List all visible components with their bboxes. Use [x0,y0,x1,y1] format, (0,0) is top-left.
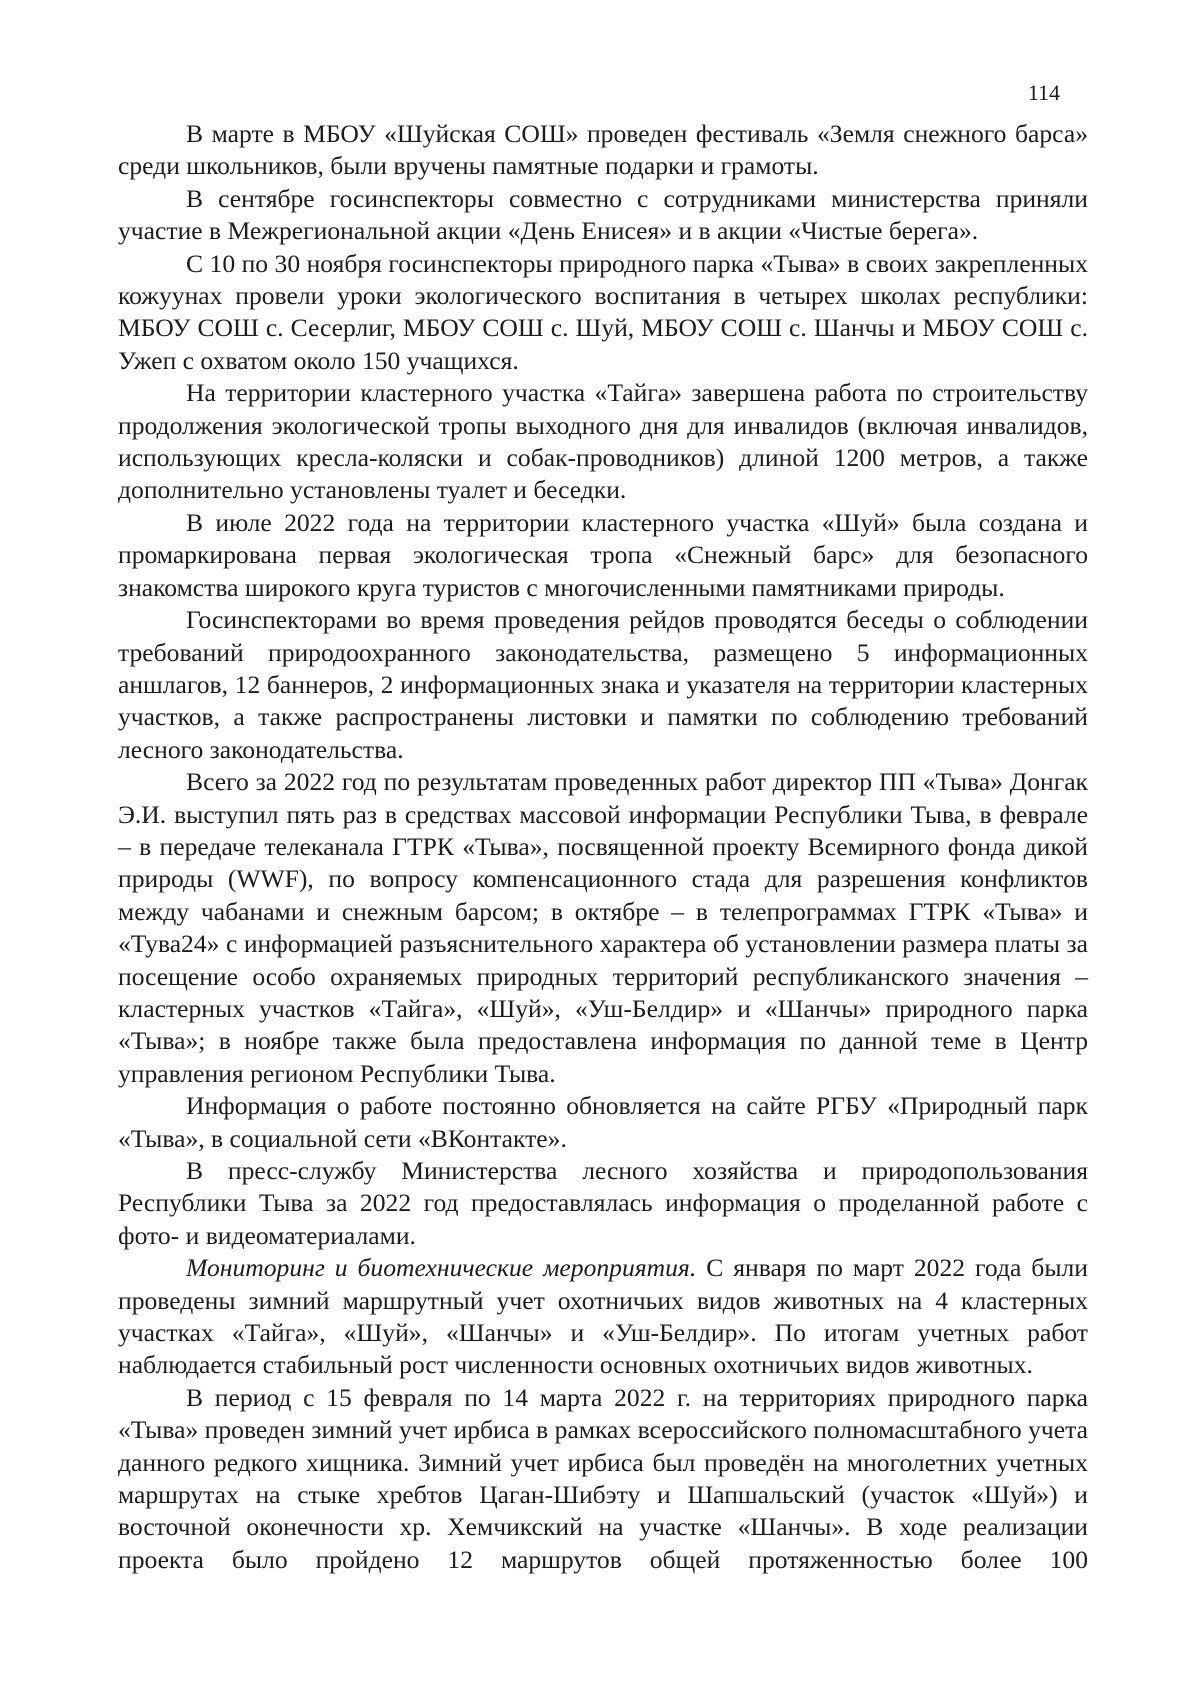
paragraph: С 10 по 30 ноября госинспекторы природного парка «Тыва» в своих закрепленных кожуунах провели уроки экологического воспитания в четырех школах республики: МБОУ СОШ с. Сесерлиг, МБОУ СОШ с. Шуй, МБОУ СОШ с. Шанчы и МБОУ СОШ с. Ужеп с охватом около 150 учащихся. [118,248,1088,375]
paragraph: В период с 15 февраля по 14 марта 2022 г. на территориях природного парка «Тыва» проведен зимний учет ирбиса в рамках всероссийского полномасштабного учета данного редкого хищника. Зимний учет ирбиса был проведён на многолетних учетных маршрутах на стыке хребтов Цаган-Шибэту и Шапшальский (участок «Шуй») и восточной оконечности хр. Хемчикский на участке «Шанчы». В ходе реализации проекта было пройдено 12 маршрутов общей протяженностью более 100 [118,1382,1088,1574]
paragraph: В сентябре госинспекторы совместно с сотрудниками министерства приняли участие в Межрегиональной акции «День Енисея» и в акции «Чистые берега». [118,183,1088,246]
paragraph: Госинспекторами во время проведения рейдов проводятся беседы о соблюдении требований природоохранного законодательства, размещено 5 информационных аншлагов, 12 баннеров, 2 информационных знака и указателя на территории кластерных участков, а также распространены листовки и памятки по соблюдению требований лесного законодательства. [118,605,1088,764]
paragraph: В пресс-службу Министерства лесного хозяйства и природопользования Республики Тыва за 2022 год предоставлялась информация о проделанной работе с фото- и видеоматериалами. [118,1156,1088,1250]
page-number: 114 [1027,80,1060,105]
paragraph: В июле 2022 года на территории кластерного участка «Шуй» была создана и промаркирована первая экологическая тропа «Снежный барс» для безопасного знакомства широкого круга туристов с многочисленными памятниками природы. [118,507,1088,602]
section-lead-italic: Мониторинг и биотехнические мероприятия. [186,1253,697,1283]
paragraph: В марте в МБОУ «Шуйская СОШ» проведен фестиваль «Земля снежного барса» среди школьников, были вручены памятные подарки и грамоты. [118,119,1088,181]
paragraph: Всего за 2022 год по результатам проведенных работ директор ПП «Тыва» Донгак Э.И. выступил пять раз в средствах массовой информации Республики Тыва, в феврале – в передаче телеканала ГТРК «Тыва», посвященной проекту Всемирного фонда дикой природы (WWF), по вопросу компенсационного стада для разрешения конфликтов между чабанами и снежным барсом; в октябре – в телепрограммах ГТРК «Тыва» и «Тува24» с информацией разъяснительного характера об установлении размера платы за посещение особо охраняемых природных территорий республиканского значения – кластерных участков «Тайга», «Шуй», «Уш-Белдир» и «Шанчы» природного парка «Тыва»; в ноябре также была предоставлена информация по данной теме в Центр управления регионом Республики Тыва. [118,767,1088,1088]
paragraph: Информация о работе постоянно обновляется на сайте РГБУ «Природный парк «Тыва», в социальной сети «ВКонтакте». [118,1091,1088,1153]
document-body [118,118,1088,1576]
paragraph-text: С января по март 2022 года были проведены зимний маршрутный учет охотничьих видов животных на 4 кластерных участках «Тайга», «Шуй», «Шанчы» и «Уш-Белдир». По итогам учетных работ наблюдается стабильный рост численности основных охотничьих видов животных. [118,1253,1088,1380]
paragraph-monitoring [118,1252,1088,1382]
paragraph: На территории кластерного участка «Тайга» завершена работа по строительству продолжения экологической тропы выходного дня для инвалидов (включая инвалидов, использующих кресла-коляски и собак-проводников) длиной 1200 метров, а также дополнительно установлены туалет и беседки. [118,378,1088,505]
